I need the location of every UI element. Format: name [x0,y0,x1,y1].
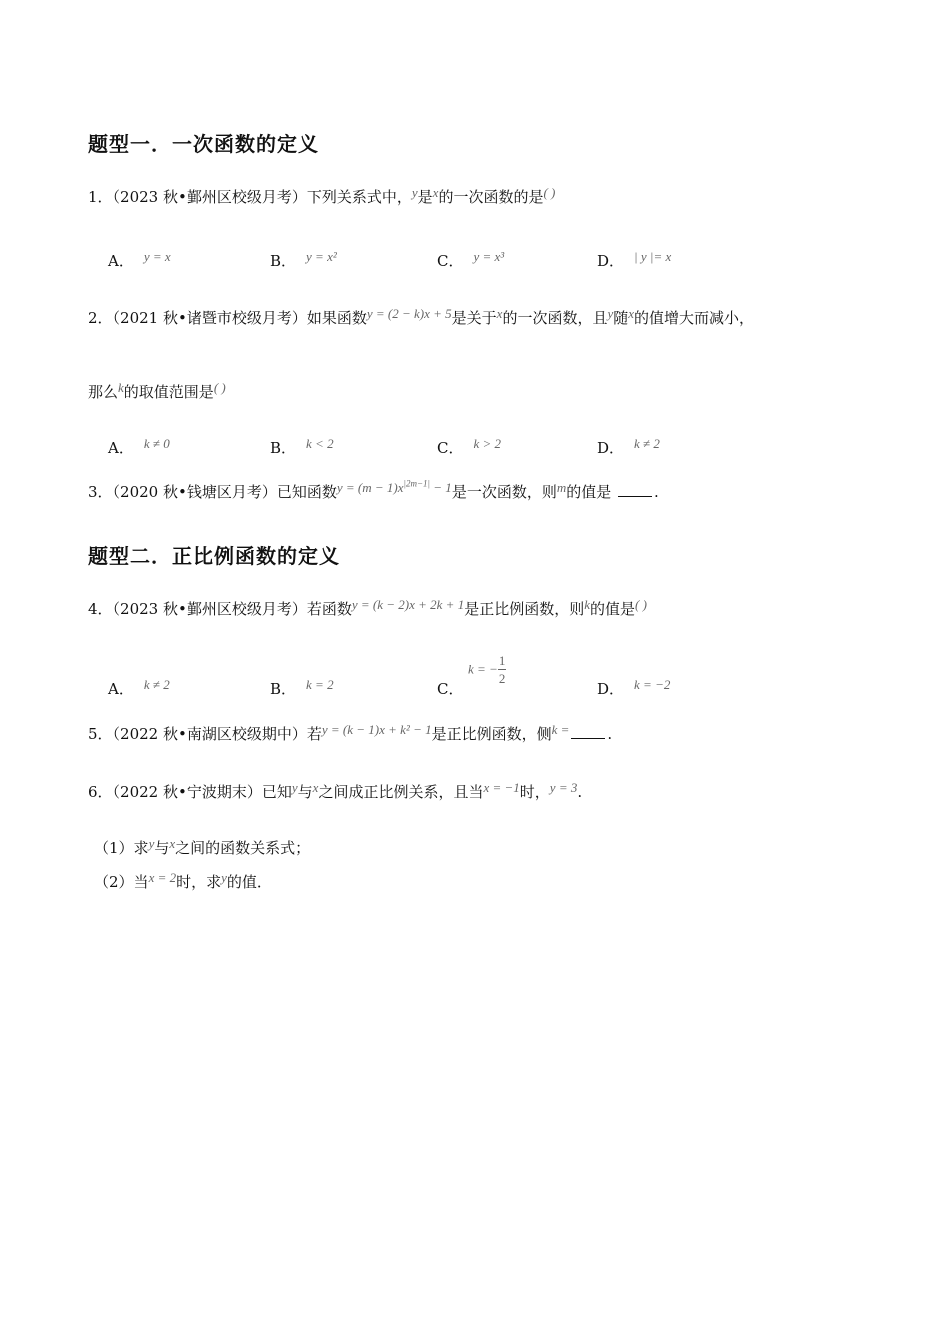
q2-option-b[interactable] [270,437,334,458]
math-var: x [628,306,635,321]
q4-option-a[interactable] [108,678,170,699]
question-4 [88,598,647,619]
math-var: k [584,597,590,612]
question-text: 随 [613,309,629,327]
option-expr: y = x [143,249,171,264]
fraction-numerator: 1 [498,653,506,668]
option-label: A． [108,680,134,698]
question-text: 的值增大而减小， [634,309,755,327]
q4-option-d[interactable] [597,678,670,699]
math-var: k = [551,722,570,737]
section-heading-2: 题型二．正比例函数的定义 [88,544,340,568]
question-source: （2023 秋•鄞州区校级月考） [112,600,307,618]
math-var: y [148,836,155,851]
q1-option-b[interactable] [270,250,337,271]
math-expr-tail: − 1 [430,480,452,495]
math-var: y [221,870,227,885]
math-var: y [291,780,298,795]
question-source: （2020 秋•钱塘区月考） [112,483,277,501]
question-1 [88,186,555,207]
math-expr: y = 3 [549,780,578,795]
option-expr: k = − [468,661,498,677]
question-6 [88,781,582,802]
question-text: 那么 [88,383,119,401]
option-label: B． [270,252,297,270]
math-expr-base: y = (m − 1)x [336,480,404,495]
math-var: m [556,480,567,495]
option-label: A． [108,439,134,457]
question-text: 是一次函数，则 [451,483,557,501]
question-3 [88,478,659,502]
q1-option-a[interactable] [108,250,171,271]
math-expr [337,480,452,495]
math-var: x [432,185,439,200]
question-text: 如果函数 [306,309,367,327]
subquestion-number: （2） [94,873,134,891]
question-5 [88,723,612,744]
option-expr: k = −2 [634,677,671,692]
math-expr: y = (k − 1)x + k² − 1 [321,722,432,737]
option-label: B． [270,439,297,457]
answer-blank[interactable] [571,724,605,739]
q4-option-c-expr [468,652,506,687]
q2-option-d[interactable] [597,437,660,458]
answer-parentheses: ( ) [635,597,647,612]
question-number: 5． [88,725,113,743]
option-expr: y = x² [306,249,337,264]
q2-option-c[interactable] [437,437,501,458]
q1-option-c[interactable] [437,250,504,271]
option-expr: k = 2 [306,677,334,692]
question-2 [88,307,754,328]
option-label: D． [597,680,625,698]
option-label: D． [597,439,625,457]
option-label: C． [437,680,464,698]
option-expr: k > 2 [473,436,502,451]
option-expr: k ≠ 2 [634,436,660,451]
math-expr: x = 2 [148,870,177,885]
question-text: 是关于 [451,309,497,327]
option-expr: | y |= x [634,249,672,264]
question-text: 之间的函数关系式； [175,839,311,857]
period: . [654,483,659,501]
question-source: （2023 秋•鄞州区校级月考） [112,188,307,206]
math-var: x [312,780,319,795]
question-number: 2． [88,309,113,327]
math-var: k [118,380,124,395]
question-text: 时， [519,783,550,801]
math-expr: x = −1 [483,780,520,795]
option-label: C． [437,252,464,270]
question-text: 之间成正比例关系，且当 [318,783,484,801]
math-exponent: |2m−1| [403,478,431,489]
option-expr: k < 2 [306,436,334,451]
question-number: 6． [88,783,113,801]
fraction [498,652,507,687]
question-source: （2022 秋•宁波期末） [112,783,262,801]
q2-option-a[interactable] [108,437,170,458]
question-6-part-2 [94,871,272,892]
question-text: 的一次函数，且 [502,309,608,327]
question-text: 的取值范围是 [123,383,214,401]
option-expr: k ≠ 2 [143,677,170,692]
question-text: 是 [417,188,433,206]
option-expr: y = x³ [473,249,505,264]
math-var: y [607,306,614,321]
question-text: 的值． [226,873,272,891]
answer-parentheses: ( ) [213,380,226,395]
period: . [577,783,583,801]
question-text: 是正比例函数，则 [464,600,585,618]
answer-blank[interactable] [618,482,652,497]
option-label: A． [108,252,134,270]
answer-parentheses: ( ) [543,185,556,200]
question-text: 已知函数 [276,483,337,501]
question-source: （2021 秋•诸暨市校级月考） [112,309,307,327]
option-label: C． [437,439,464,457]
question-number: 3． [88,483,113,501]
question-number: 1． [88,188,113,206]
option-label: B． [270,680,297,698]
period: . [607,725,613,743]
q4-option-c[interactable] [437,678,463,699]
math-var: x [169,836,176,851]
math-expr: y = (2 − k)x + 5 [366,306,452,321]
question-text: 时，求 [176,873,222,891]
question-text: 是正比例函数，侧 [431,725,552,743]
option-label: D． [597,252,625,270]
question-text: 的值是 [589,600,635,618]
math-var: y [411,185,418,200]
question-text: 与 [297,783,313,801]
section-heading-1: 题型一．一次函数的定义 [88,132,319,156]
q1-option-d[interactable] [597,250,671,271]
math-expr: y = (k − 2)x + 2k + 1 [351,597,465,612]
subquestion-number: （1） [94,839,134,857]
question-number: 4． [88,600,113,618]
question-text: 若 [306,725,322,743]
question-2-line-2 [88,381,226,402]
option-expr: k ≠ 0 [143,436,170,451]
question-text: 求 [133,839,149,857]
fraction-denominator: 2 [498,671,506,686]
question-6-part-1 [94,837,310,858]
question-text: 当 [133,873,149,891]
math-var: x [496,306,503,321]
q4-option-b[interactable] [270,678,334,699]
question-text: 的值是 [566,483,612,501]
question-text: 的一次函数的是 [438,188,544,206]
question-text: 与 [154,839,170,857]
question-text: 下列关系式中， [306,188,412,206]
question-text: 已知 [261,783,292,801]
question-text: 若函数 [306,600,352,618]
question-source: （2022 秋•南湖区校级期中） [112,725,307,743]
